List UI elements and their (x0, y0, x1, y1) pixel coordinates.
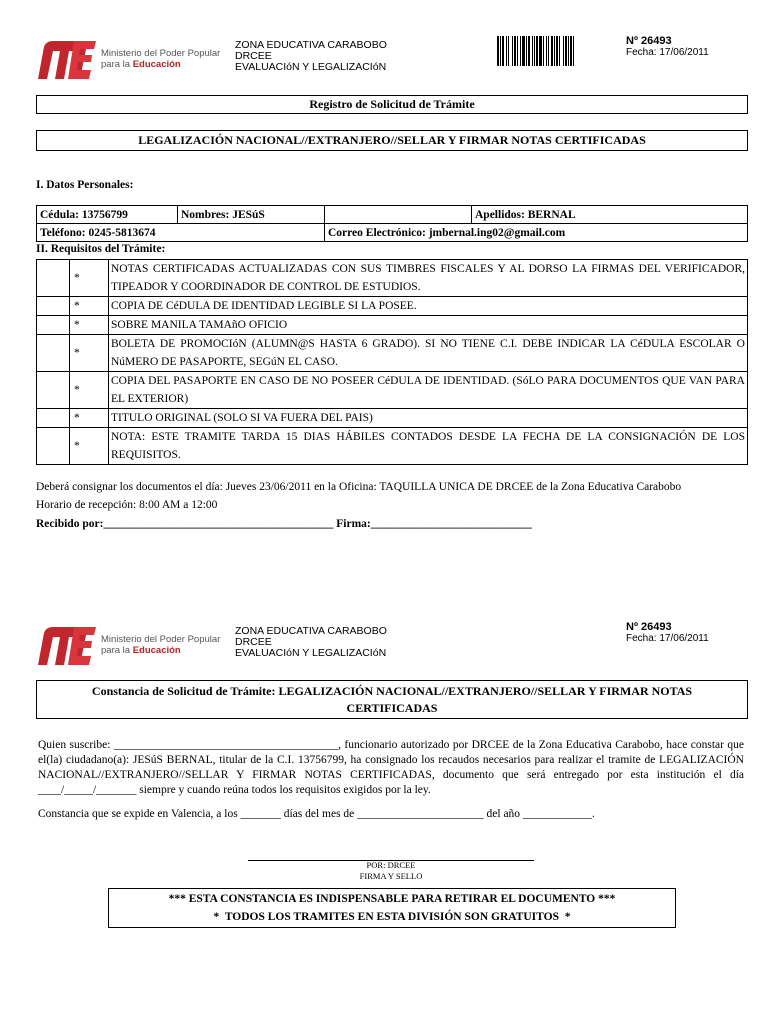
telefono-cell: Teléfono: 0245-5813674 (37, 224, 325, 242)
requisito-row: * NOTAS CERTIFICADAS ACTUALIZADAS CON SUS TIMBRES FISCALES Y AL DORSO LA FIRMAS DEL VERIFICADOR, TIPEADOR Y COORDINADOR DE CONTROL DE ESTUDIOS. (37, 260, 748, 297)
me-logo-icon (36, 623, 98, 667)
constancia-paragraph: Quien suscribe: _______________________________________, funcionario autorizado por DRCEE de la Zona Educativa Carabobo, hace constar que el(la) ciudadano(a): JESúS BERNAL, titular de la C.I. 13756799, ha consignado los recaudos necesarios para realizar el tramite de LEGALIZACIÓN NACIONAL//EXTRANJERO//SELLAR Y FIRMAR NOTAS CERTIFICADAS, documento que será entregado por esta institución el día ____/_____/_______ siempre y cuando reúna todos los requisitos exigidos por la ley. (38, 739, 744, 796)
consignar-text: Deberá consignar los documentos el día: Jueves 23/06/2011 en la Oficina: TAQUILLA UNICA DE DRCEE de la Zona Educativa Carabobo (36, 481, 682, 493)
document-date: Fecha: 17/06/2011 (626, 47, 709, 58)
requisito-row: * NOTA: ESTE TRAMITE TARDA 15 DIAS HÁBILES CONTADOS DESDE LA FECHA DE LA CONSIGNACIÓN DE LOS REQUISITOS. (37, 428, 748, 465)
aviso-indispensable: *** ESTA CONSTANCIA ES INDISPENSABLE PARA RETIRAR EL DOCUMENTO *** (168, 893, 616, 905)
requisito-row: * SOBRE MANILA TAMAñO OFICIO (37, 316, 748, 335)
document-number: Nº 26493 (626, 35, 672, 47)
zona-header-2: ZONA EDUCATIVA CARABOBO DRCEE EVALUACIóN Y LEGALIZACIóN (235, 625, 387, 659)
requisito-row: * TITULO ORIGINAL (SOLO SI VA FUERA DEL PAIS) (37, 409, 748, 428)
aviso-box (108, 888, 676, 928)
document-number-2: Nº 26493 (626, 621, 672, 633)
requisitos-table (36, 259, 748, 465)
correo-cell: Correo Electrónico: jmbernal.ing02@gmail.com (325, 224, 748, 242)
aviso-gratuitos: * TODOS LOS TRAMITES EN ESTA DIVISIÓN SON GRATUITOS * (213, 911, 571, 923)
document-date-2: Fecha: 17/06/2011 (626, 633, 709, 644)
expide-text: Constancia que se expide en Valencia, a los _______ días del mes de ______________________ del año ____________. (38, 808, 595, 820)
registro-title: Registro de Solicitud de Trámite (36, 95, 748, 114)
me-logo-icon (36, 37, 98, 81)
nombres-cell: Nombres: JESúS (178, 206, 325, 224)
horario-text: Horario de recepción: 8:00 AM a 12:00 (36, 499, 218, 511)
requisitos-label: II. Requisitos del Trámite: (36, 243, 166, 255)
firma-sello: FIRMA Y SELLO (359, 871, 423, 881)
barcode (497, 36, 604, 66)
constancia-title: Constancia de Solicitud de Trámite: LEGALIZACIÓN NACIONAL//EXTRANJERO//SELLAR Y FIRMAR NOTAS CERTIFICADAS (36, 680, 748, 719)
requisito-row: * COPIA DE CéDULA DE IDENTIDAD LEGIBLE SI LA POSEE. (37, 297, 748, 316)
recibido-firma-line: Recibido por:________________________________________ Firma:____________________________ (36, 518, 532, 530)
ministry-logo-2 (36, 623, 220, 667)
cedula-cell: Cédula: 13756799 (37, 206, 178, 224)
datos-personales-label: I. Datos Personales: (36, 179, 134, 191)
ministry-logo (36, 37, 220, 81)
ministry-name: Ministerio del Poder Popular para la Educación (101, 48, 221, 70)
datos-personales-table (36, 205, 748, 242)
requisito-row: * BOLETA DE PROMOCIóN (ALUMN@S HASTA 6 GRADO). SI NO TIENE C.I. DEBE INDICAR LA CéDULA ESCOLAR O NúMERO DE PASAPORTE, SEGúN EL CASO. (37, 335, 748, 372)
apellidos-cell: Apellidos: BERNAL (472, 206, 748, 224)
ministry-name: Ministerio del Poder Popular para la Educación (101, 634, 221, 656)
tramite-title: LEGALIZACIÓN NACIONAL//EXTRANJERO//SELLAR Y FIRMAR NOTAS CERTIFICADAS (36, 130, 748, 151)
por-drcee: POR: DRCEE (366, 860, 416, 870)
requisito-row: * COPIA DEL PASAPORTE EN CASO DE NO POSEER CéDULA DE IDENTIDAD. (SóLO PARA DOCUMENTOS QUE VAN PARA EL EXTERIOR) (37, 372, 748, 409)
zona-header: ZONA EDUCATIVA CARABOBO DRCEE EVALUACIóN Y LEGALIZACIóN (235, 39, 387, 73)
